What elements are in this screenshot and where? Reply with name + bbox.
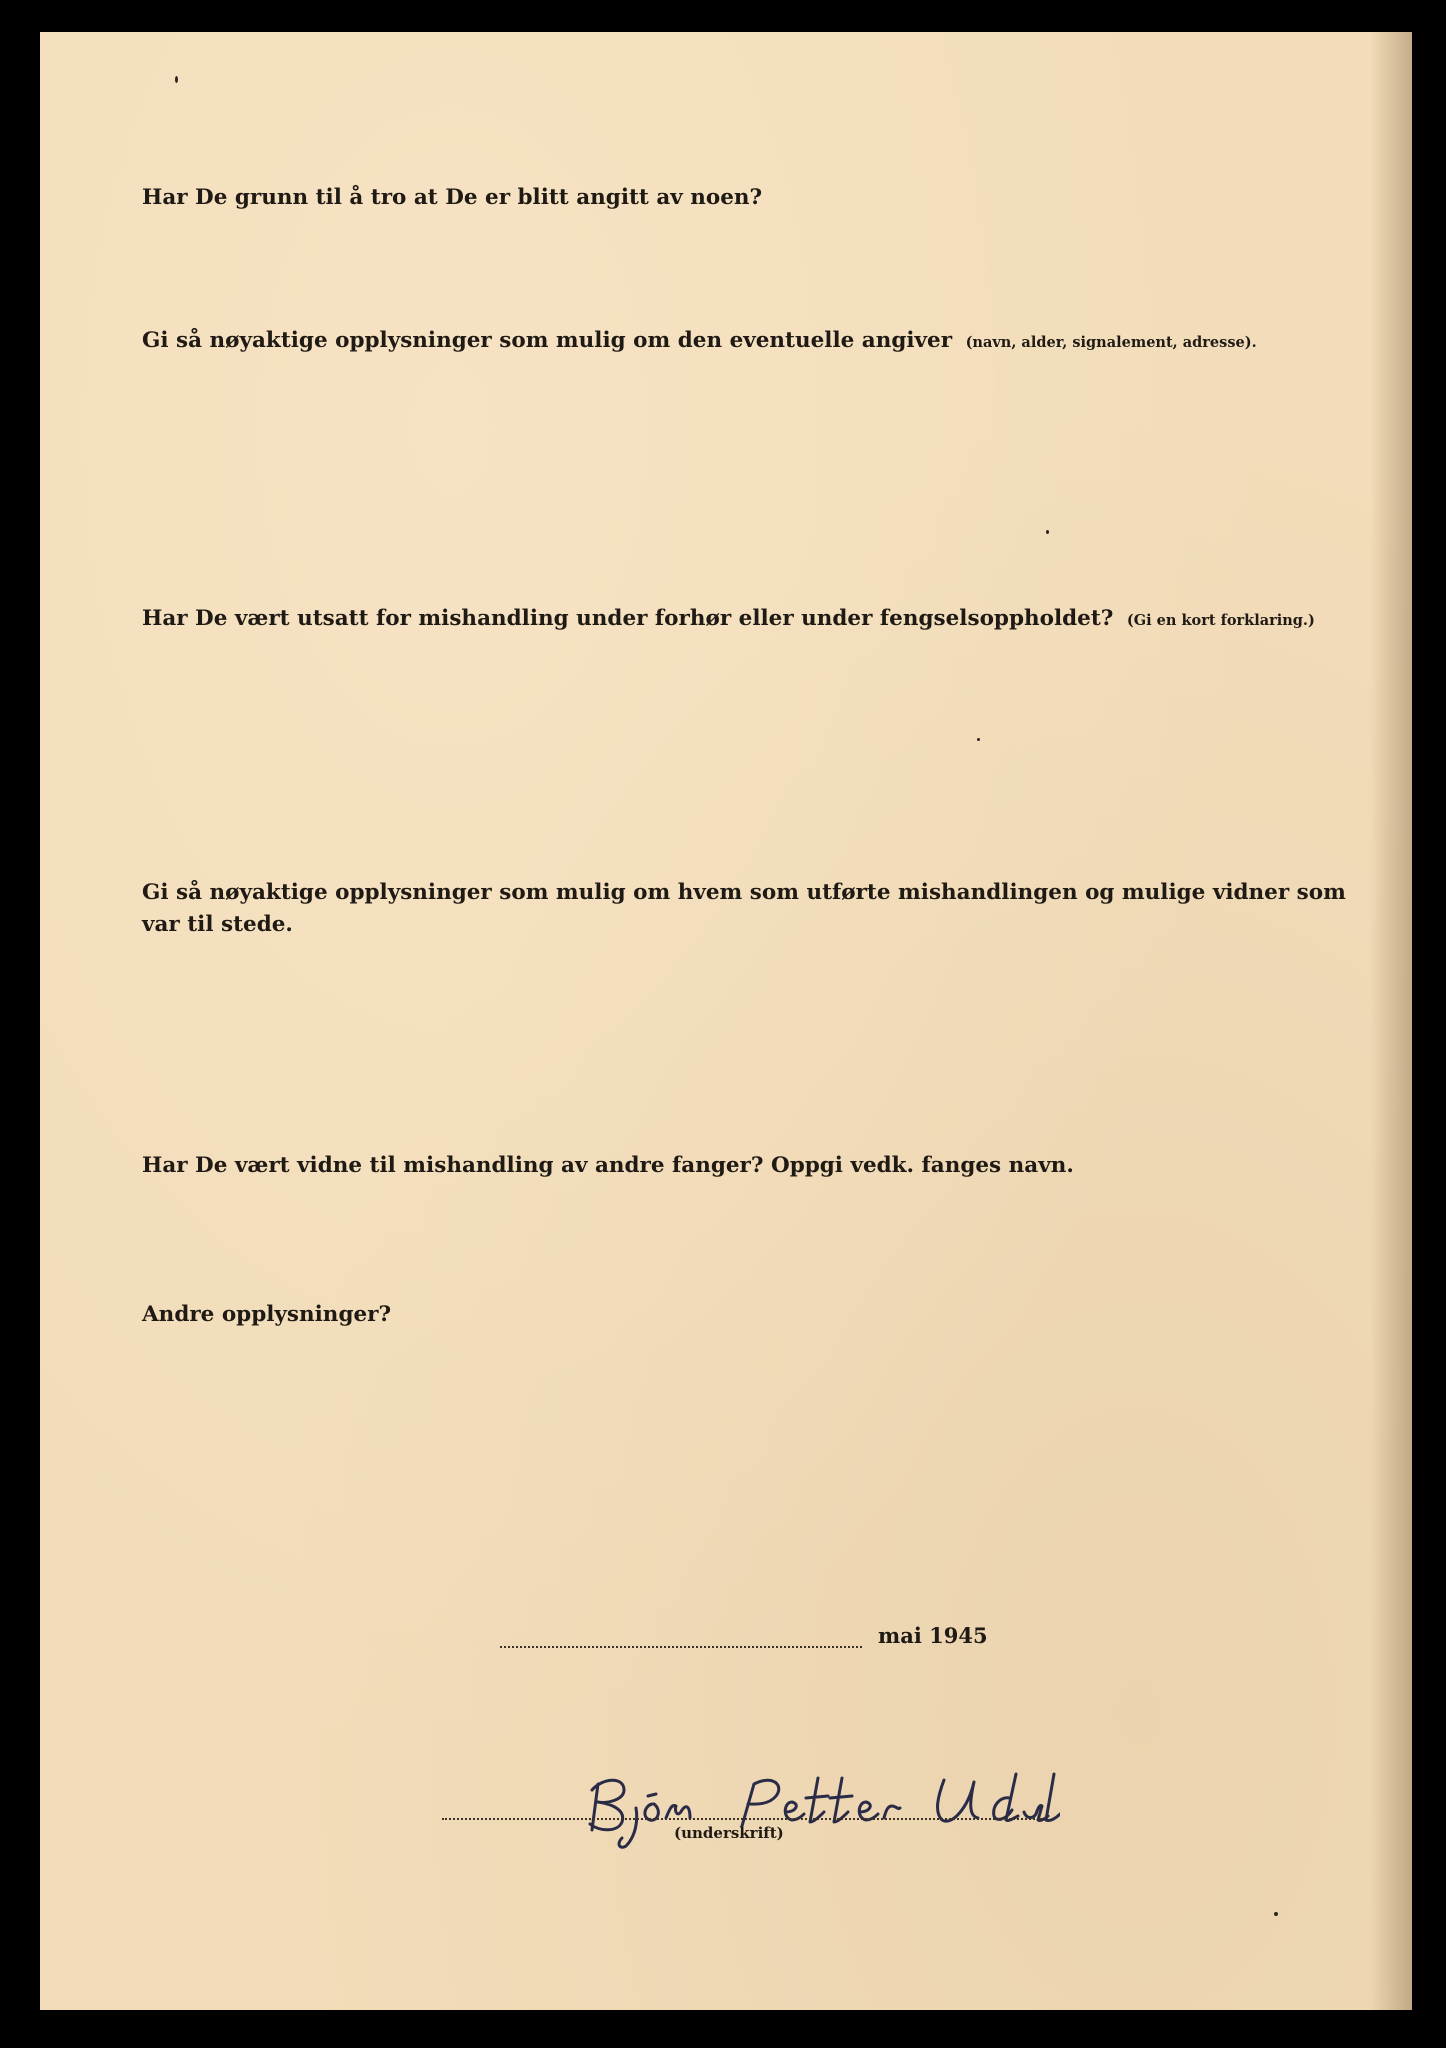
paper-speck <box>175 76 178 83</box>
question-other-information: Andre opplysninger? <box>142 1302 392 1327</box>
signature-label: (underskrift) <box>674 1824 784 1842</box>
page-edge-shadow <box>1370 32 1412 2010</box>
date-text: mai 1945 <box>878 1623 988 1648</box>
paper-speck <box>977 738 980 741</box>
signature-dotted-line <box>442 1818 1042 1820</box>
date-line <box>500 1622 988 1648</box>
paper-speck <box>1274 1912 1278 1916</box>
question-perpetrators-witnesses: Gi så nøyaktige opplysninger som mulig om hvem som utførte mishandlingen og mulige vidner som var til stede. <box>142 880 1346 937</box>
question-informant-details-text: Gi så nøyaktige opplysninger som mulig om den eventuelle angiver <box>142 328 953 353</box>
handwritten-signature <box>540 1760 1060 1850</box>
question-informant: Har De grunn til å tro at De er blitt angitt av noen? <box>142 185 763 210</box>
question-mistreatment <box>142 603 1315 637</box>
question-informant-details <box>142 325 1257 359</box>
question-mistreatment-note: (Gi en kort forklaring.) <box>1126 612 1315 629</box>
date-dotted-line <box>500 1622 862 1648</box>
form-page <box>40 32 1412 2010</box>
question-informant-details-note: (navn, alder, signalement, adresse). <box>965 334 1257 351</box>
paper-speck <box>1046 530 1049 534</box>
question-mistreatment-text: Har De vært utsatt for mishandling under forhør eller under fengselsoppholdet? <box>142 606 1114 631</box>
question-witness-other-prisoners: Har De vært vidne til mishandling av andre fanger? Oppgi vedk. fanges navn. <box>142 1153 1074 1178</box>
